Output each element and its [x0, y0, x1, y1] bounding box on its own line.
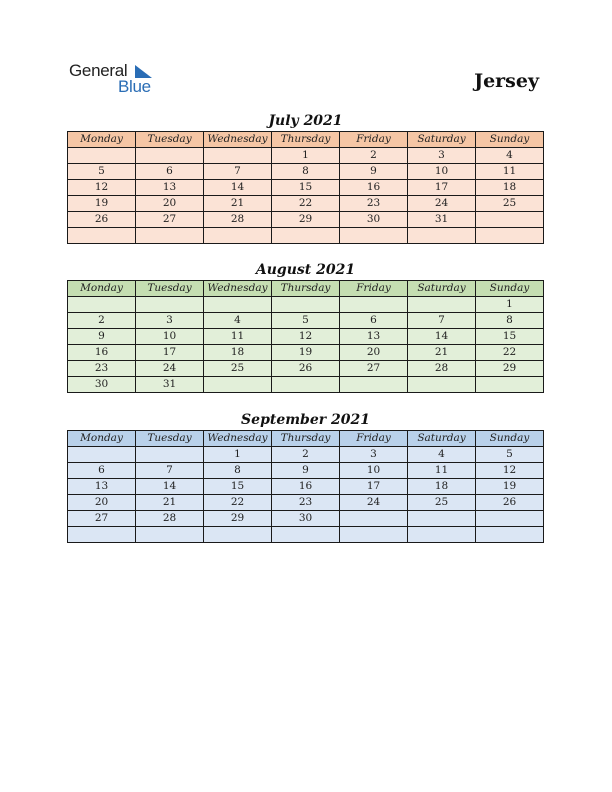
day-cell: [272, 527, 340, 543]
day-cell: 27: [136, 212, 204, 228]
day-cell: 2: [272, 447, 340, 463]
day-cell: 14: [408, 329, 476, 345]
logo-text-general: General: [69, 61, 128, 80]
weekday-header: Sunday: [476, 132, 544, 148]
week-row: [68, 228, 544, 244]
calendar-table: [67, 131, 544, 244]
day-cell: 17: [136, 345, 204, 361]
day-cell: [68, 447, 136, 463]
weekday-header: Tuesday: [136, 132, 204, 148]
day-cell: 25: [204, 361, 272, 377]
day-cell: 12: [476, 463, 544, 479]
day-cell: 13: [340, 329, 408, 345]
week-row: [68, 479, 544, 495]
month-title: September 2021: [241, 412, 370, 428]
day-cell: 18: [204, 345, 272, 361]
day-cell: 28: [136, 511, 204, 527]
weekday-header-row: [68, 431, 544, 447]
weekday-header: Thursday: [272, 132, 340, 148]
calendar-table: [67, 430, 544, 543]
day-cell: 13: [136, 180, 204, 196]
day-cell: [408, 297, 476, 313]
day-cell: 20: [68, 495, 136, 511]
weekday-header: Sunday: [476, 431, 544, 447]
day-cell: [408, 377, 476, 393]
day-cell: 12: [68, 180, 136, 196]
day-cell: 19: [68, 196, 136, 212]
day-cell: [68, 228, 136, 244]
day-cell: [204, 228, 272, 244]
day-cell: 30: [68, 377, 136, 393]
logo-text-blue: Blue: [118, 77, 151, 96]
day-cell: 16: [272, 479, 340, 495]
day-cell: 28: [204, 212, 272, 228]
day-cell: 24: [340, 495, 408, 511]
day-cell: 3: [340, 447, 408, 463]
day-cell: 6: [340, 313, 408, 329]
day-cell: 9: [272, 463, 340, 479]
week-row: [68, 511, 544, 527]
day-cell: 31: [408, 212, 476, 228]
week-row: [68, 329, 544, 345]
month-calendar-july: [67, 111, 544, 244]
weekday-header: Wednesday: [204, 132, 272, 148]
week-row: [68, 447, 544, 463]
weekday-header: Wednesday: [204, 281, 272, 297]
weekday-header: Saturday: [408, 281, 476, 297]
day-cell: [272, 297, 340, 313]
day-cell: 17: [340, 479, 408, 495]
calendar-table: [67, 280, 544, 393]
day-cell: 14: [204, 180, 272, 196]
day-cell: 16: [340, 180, 408, 196]
day-cell: 7: [408, 313, 476, 329]
weekday-header: Friday: [340, 431, 408, 447]
day-cell: [340, 527, 408, 543]
week-row: [68, 527, 544, 543]
weekday-header: Friday: [340, 132, 408, 148]
logo-triangle-icon: [133, 64, 153, 78]
day-cell: [136, 527, 204, 543]
day-cell: 22: [476, 345, 544, 361]
day-cell: 2: [340, 148, 408, 164]
day-cell: 24: [408, 196, 476, 212]
calendar-body: [68, 148, 544, 244]
day-cell: 26: [68, 212, 136, 228]
weekday-header: Wednesday: [204, 431, 272, 447]
day-cell: 3: [136, 313, 204, 329]
day-cell: [68, 297, 136, 313]
day-cell: 22: [204, 495, 272, 511]
day-cell: [476, 228, 544, 244]
day-cell: [408, 228, 476, 244]
day-cell: 21: [408, 345, 476, 361]
day-cell: [272, 228, 340, 244]
day-cell: 18: [476, 180, 544, 196]
weekday-header: Friday: [340, 281, 408, 297]
week-row: [68, 345, 544, 361]
day-cell: 10: [136, 329, 204, 345]
day-cell: [272, 377, 340, 393]
day-cell: 15: [272, 180, 340, 196]
week-row: [68, 196, 544, 212]
week-row: [68, 297, 544, 313]
day-cell: 24: [136, 361, 204, 377]
day-cell: [204, 527, 272, 543]
week-row: [68, 377, 544, 393]
day-cell: 13: [68, 479, 136, 495]
day-cell: 20: [136, 196, 204, 212]
day-cell: [476, 377, 544, 393]
day-cell: [340, 511, 408, 527]
day-cell: 7: [204, 164, 272, 180]
day-cell: [136, 228, 204, 244]
weekday-header: Thursday: [272, 281, 340, 297]
day-cell: [476, 511, 544, 527]
day-cell: 28: [408, 361, 476, 377]
day-cell: 25: [476, 196, 544, 212]
day-cell: [136, 297, 204, 313]
day-cell: 9: [68, 329, 136, 345]
day-cell: 15: [476, 329, 544, 345]
day-cell: [136, 447, 204, 463]
day-cell: 29: [476, 361, 544, 377]
day-cell: 11: [204, 329, 272, 345]
day-cell: 30: [340, 212, 408, 228]
day-cell: 8: [272, 164, 340, 180]
day-cell: 23: [272, 495, 340, 511]
day-cell: 27: [68, 511, 136, 527]
calendar-body: [68, 297, 544, 393]
day-cell: 29: [272, 212, 340, 228]
week-row: [68, 313, 544, 329]
day-cell: 14: [136, 479, 204, 495]
day-cell: [68, 148, 136, 164]
day-cell: 9: [340, 164, 408, 180]
day-cell: 18: [408, 479, 476, 495]
month-title: August 2021: [255, 262, 356, 278]
week-row: [68, 495, 544, 511]
weekday-header: Tuesday: [136, 281, 204, 297]
day-cell: 26: [272, 361, 340, 377]
day-cell: [136, 148, 204, 164]
day-cell: 1: [272, 148, 340, 164]
day-cell: 17: [408, 180, 476, 196]
day-cell: 21: [204, 196, 272, 212]
week-row: [68, 164, 544, 180]
month-calendar-august: [67, 260, 544, 393]
day-cell: 10: [340, 463, 408, 479]
week-row: [68, 148, 544, 164]
day-cell: 1: [476, 297, 544, 313]
weekday-header: Saturday: [408, 132, 476, 148]
day-cell: 23: [68, 361, 136, 377]
weekday-header-row: [68, 281, 544, 297]
day-cell: 11: [476, 164, 544, 180]
day-cell: [340, 297, 408, 313]
day-cell: [476, 212, 544, 228]
day-cell: 4: [476, 148, 544, 164]
day-cell: [408, 527, 476, 543]
day-cell: 16: [68, 345, 136, 361]
day-cell: 25: [408, 495, 476, 511]
day-cell: [204, 297, 272, 313]
day-cell: 3: [408, 148, 476, 164]
day-cell: 7: [136, 463, 204, 479]
day-cell: 21: [136, 495, 204, 511]
day-cell: 1: [204, 447, 272, 463]
calendar-body: [68, 447, 544, 543]
day-cell: [476, 527, 544, 543]
country-title: Jersey: [474, 70, 539, 92]
day-cell: 30: [272, 511, 340, 527]
day-cell: [204, 148, 272, 164]
day-cell: 8: [204, 463, 272, 479]
day-cell: [408, 511, 476, 527]
weekday-header: Sunday: [476, 281, 544, 297]
day-cell: 23: [340, 196, 408, 212]
weekday-header: Monday: [68, 132, 136, 148]
weekday-header: Monday: [68, 431, 136, 447]
day-cell: 27: [340, 361, 408, 377]
month-title: July 2021: [268, 113, 343, 129]
day-cell: 29: [204, 511, 272, 527]
day-cell: 12: [272, 329, 340, 345]
day-cell: 19: [272, 345, 340, 361]
weekday-header: Tuesday: [136, 431, 204, 447]
day-cell: 4: [204, 313, 272, 329]
day-cell: [68, 527, 136, 543]
week-row: [68, 463, 544, 479]
day-cell: 31: [136, 377, 204, 393]
day-cell: 5: [68, 164, 136, 180]
week-row: [68, 180, 544, 196]
weekday-header: Saturday: [408, 431, 476, 447]
day-cell: 10: [408, 164, 476, 180]
day-cell: 22: [272, 196, 340, 212]
day-cell: [204, 377, 272, 393]
generalblue-logo: [69, 61, 159, 97]
day-cell: 15: [204, 479, 272, 495]
weekday-header-row: [68, 132, 544, 148]
week-row: [68, 361, 544, 377]
day-cell: 5: [272, 313, 340, 329]
day-cell: 6: [136, 164, 204, 180]
day-cell: 20: [340, 345, 408, 361]
day-cell: 4: [408, 447, 476, 463]
day-cell: 26: [476, 495, 544, 511]
day-cell: 6: [68, 463, 136, 479]
day-cell: [340, 228, 408, 244]
day-cell: 19: [476, 479, 544, 495]
day-cell: 8: [476, 313, 544, 329]
day-cell: 5: [476, 447, 544, 463]
day-cell: [340, 377, 408, 393]
day-cell: 2: [68, 313, 136, 329]
week-row: [68, 212, 544, 228]
month-calendar-september: [67, 410, 544, 543]
weekday-header: Thursday: [272, 431, 340, 447]
weekday-header: Monday: [68, 281, 136, 297]
day-cell: 11: [408, 463, 476, 479]
